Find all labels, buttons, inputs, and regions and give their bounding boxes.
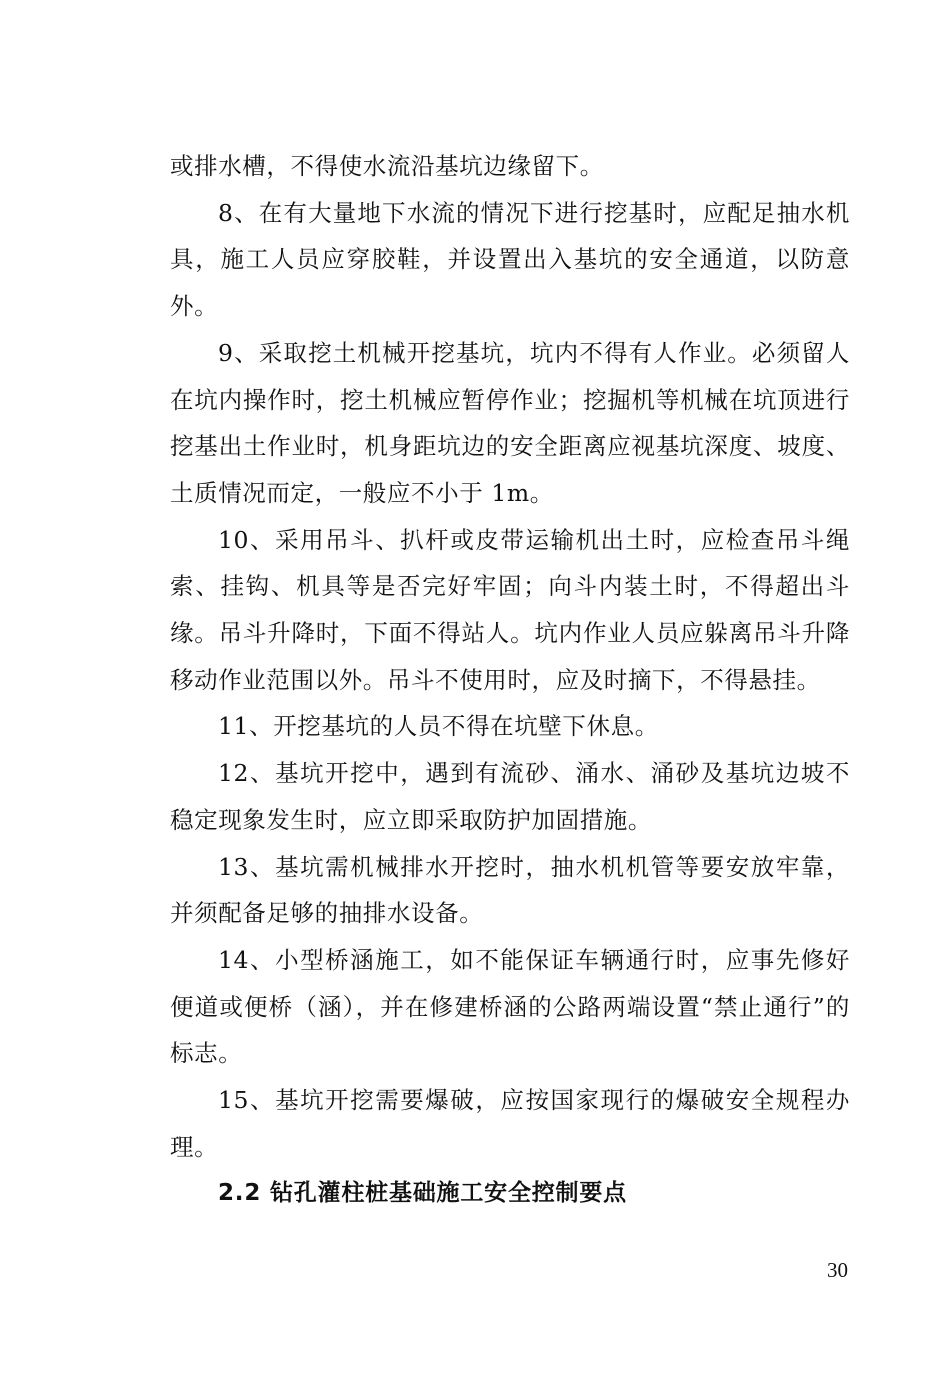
paragraph-continuation: 或排水槽，不得使水流沿基坑边缘留下。 (170, 152, 604, 180)
paragraph-item-8: 8、在有大量地下水流的情况下进行挖基时，应配足抽水机具，施工人员应穿胶鞋，并设置出入基坑的安全通道，以防意外。 (170, 198, 850, 321)
paragraph-item-14: 14、小型桥涵施工，如不能保证车辆通行时，应事先修好便道或便桥（涵），并在修建桥涵的公路两端设置“禁止通行”的标志。 (170, 945, 850, 1068)
paragraph-item-13: 13、基坑需机械排水开挖时，抽水机机管等要安放牢靠，并须配备足够的抽排水设备。 (170, 852, 850, 928)
paragraph-item-12: 12、基坑开挖中，遇到有流砂、涌水、涌砂及基坑边坡不稳定现象发生时，应立即采取防护加固措施。 (170, 759, 850, 834)
body-text (170, 143, 850, 1217)
section-heading: 2.2 钻孔灌柱桩基础施工安全控制要点 (218, 1180, 627, 1207)
paragraph-item-15: 15、基坑开挖需要爆破，应按国家现行的爆破安全规程办理。 (170, 1086, 850, 1161)
paragraph-item-10: 10、采用吊斗、扒杆或皮带运输机出土时，应检查吊斗绳索、挂钩、机具等是否完好牢固；向斗内装土时，不得超出斗缘。吊斗升降时，下面不得站人。坑内作业人员应躲离吊斗升降移动作业范围以外。吊斗不使用时，应及时摘下，不得悬挂。 (170, 525, 850, 694)
paragraph-item-11: 11、开挖基坑的人员不得在坑壁下休息。 (218, 712, 659, 741)
page-number: 30 (827, 1258, 848, 1282)
paragraph-item-9: 9、采取挖土机械开挖基坑，坑内不得有人作业。必须留人在坑内操作时，挖土机械应暂停作业；挖掘机等机械在坑顶进行挖基出土作业时，机身距坑边的安全距离应视基坑深度、坡度、土质情况而定，一般应不小于 1m。 (170, 338, 850, 507)
